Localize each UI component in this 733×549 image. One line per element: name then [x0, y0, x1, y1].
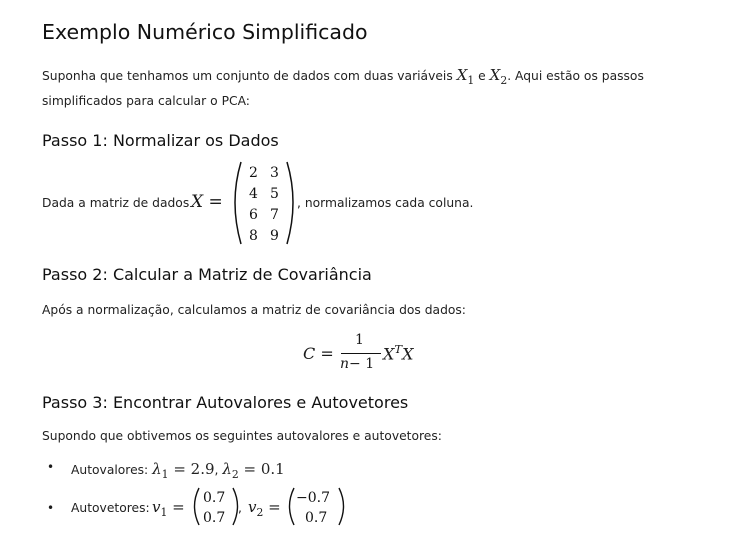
matrix-cell: 7: [270, 207, 279, 223]
bullet-eigenvalues: •: [47, 460, 55, 474]
eigenvector-1: [190, 485, 240, 529]
intro-text-2: . Aqui estão os passos: [507, 69, 644, 83]
matrix-cell: 5: [270, 186, 279, 202]
eigenvalue-1: $\lambda_1 = 2.9$: [152, 460, 215, 481]
matrix-left-paren: [235, 162, 241, 244]
matrix-cell: 3: [270, 165, 279, 181]
step1-text-before: Dada a matriz de dados: [42, 196, 190, 210]
step1-heading: Passo 1: Normalizar os Dados: [42, 131, 279, 150]
matrix-cell: 6: [249, 207, 258, 223]
matrix-cell: 9: [270, 228, 279, 244]
vec1-left-paren: [195, 488, 200, 525]
formula-numerator: 1: [355, 332, 364, 348]
vec1-entry: 0.7: [203, 490, 226, 506]
intro-text: Suponha que tenhamos um conjunto de dados com duas variáveis: [42, 69, 453, 83]
step1-text-after: , normalizamos cada coluna.: [297, 196, 474, 210]
matrix-cell: 4: [249, 186, 258, 202]
vec2-right-paren: [339, 488, 344, 525]
matrix-x: [230, 158, 300, 248]
intro-and: e: [478, 69, 486, 83]
matrix-cell: 2: [249, 165, 258, 181]
step3-text: Supondo que obtivemos os seguintes autovalores e autovetores:: [42, 429, 442, 443]
intro-line-2: simplificados para calcular o PCA:: [42, 94, 250, 108]
formula-denominator: n− 1: [340, 356, 375, 372]
covariance-formula: [303, 332, 463, 376]
step1-matrix-lhs: X =: [191, 192, 223, 212]
fraction-bar: [341, 353, 381, 354]
bullet-eigenvectors: •: [47, 501, 55, 515]
page-title: Exemplo Numérico Simplificado: [42, 20, 368, 44]
eigenvalues-item: Autovalores: $\lambda_1 = 2.9$, $\lambda_2 = 0.1$: [71, 460, 285, 481]
eigenvector-2-lhs: $v_2$ =: [248, 498, 281, 519]
step3-heading: Passo 3: Encontrar Autovalores e Autovetores: [42, 393, 409, 412]
eigenvector-1-lhs: $v_1$ =: [152, 498, 185, 519]
formula-lhs: C =: [303, 344, 334, 363]
var-x2: $X_2$: [489, 66, 508, 87]
vec2-entry: −0.7: [296, 490, 330, 506]
eigenvalues-label: Autovalores:: [71, 463, 149, 477]
eigenvectors-label: Autovetores:: [71, 501, 150, 515]
intro-line-1: [42, 66, 644, 87]
step2-heading: Passo 2: Calcular a Matriz de Covariância: [42, 265, 372, 284]
matrix-cell: 8: [249, 228, 258, 244]
matrix-right-paren: [287, 162, 293, 244]
eigenvector-2: [285, 485, 347, 529]
formula-xtx: $X^TX$: [383, 342, 414, 364]
eigenvector-comma: ,: [238, 501, 242, 515]
vec1-entry: 0.7: [203, 510, 226, 526]
vec2-left-paren: [290, 488, 295, 525]
eigenvalue-2: $\lambda_2 = 0.1$: [222, 460, 285, 481]
step2-text: Após a normalização, calculamos a matriz de covariância dos dados:: [42, 303, 466, 317]
vec2-entry: 0.7: [305, 510, 328, 526]
vec1-right-paren: [233, 488, 238, 525]
var-x1: $X_1$: [456, 66, 475, 87]
